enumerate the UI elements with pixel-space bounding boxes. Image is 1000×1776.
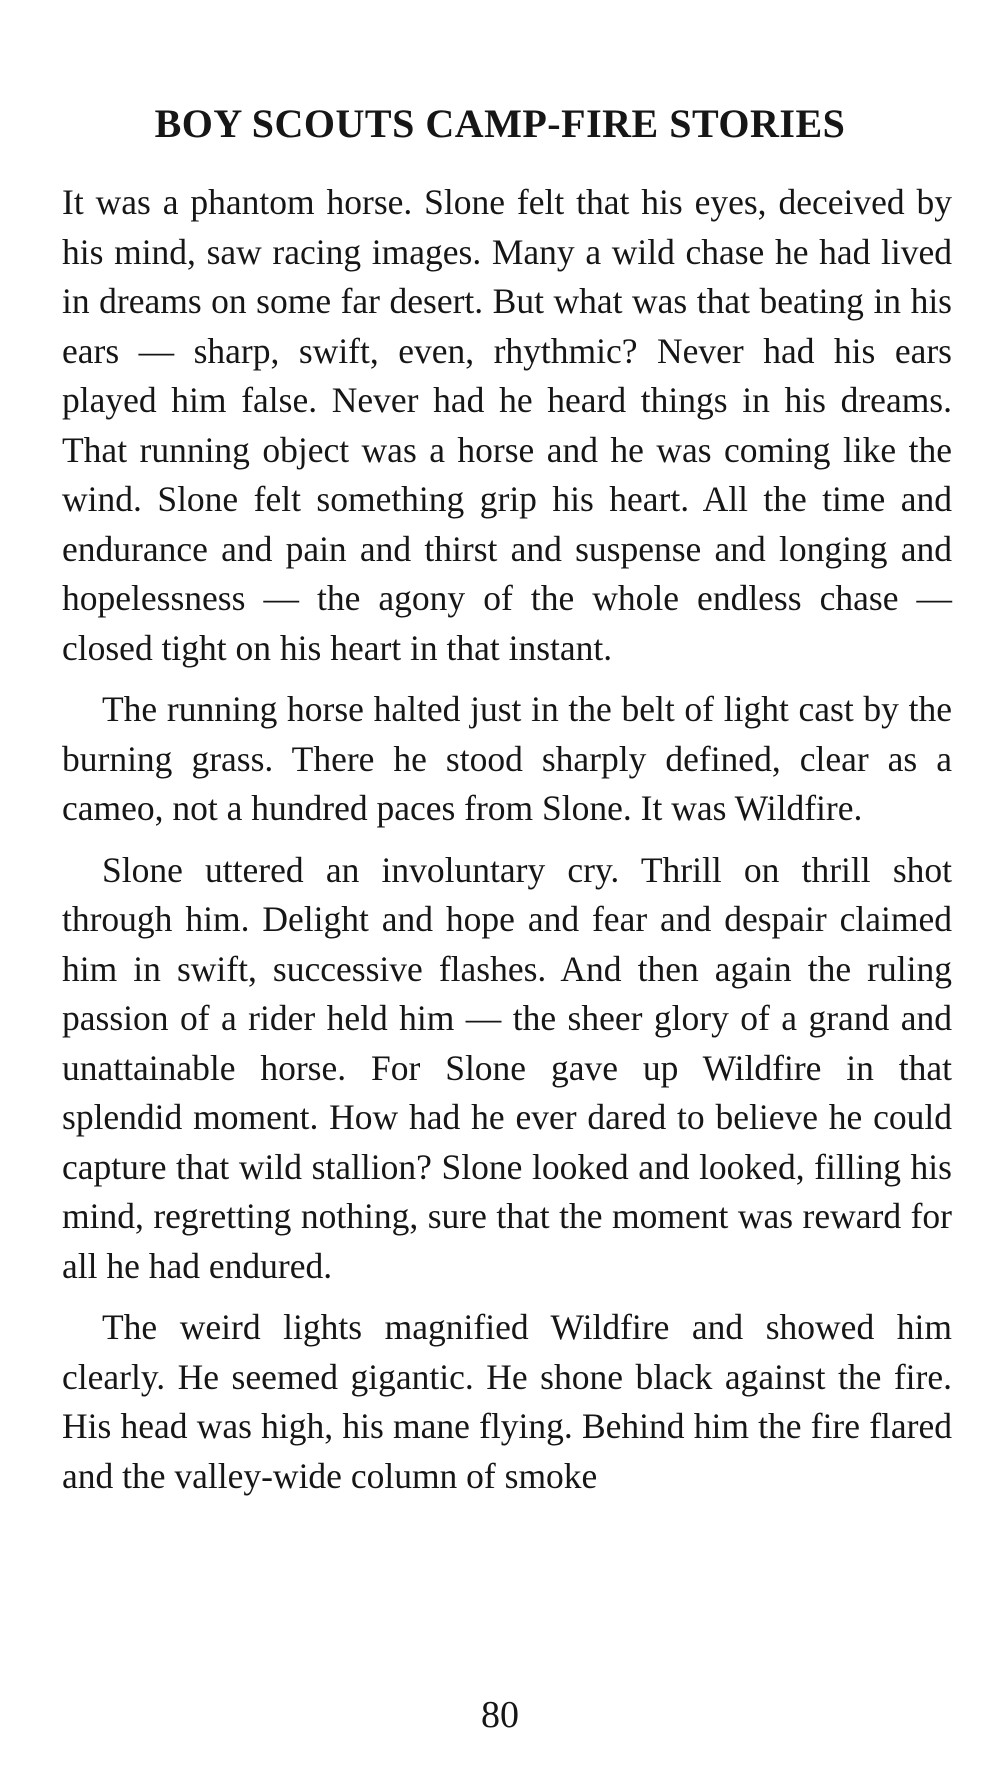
running-head: BOY SCOUTS CAMP-FIRE STORIES bbox=[154, 101, 846, 146]
paragraph-1: It was a phantom horse. Slone felt that his eyes, deceived by his mind, saw racing images. Many a wild chase he had lived in dreams on some far desert. But what was that beating in his ears — sharp, swift, even, rhythmic? Never had his ears played him false. Never had he heard things in his dreams. That running object was a horse and he was coming like the wind. Slone felt something grip his heart. All the time and endurance and pain and thirst and suspense and longing and hopelessness — the agony of the whole endless chase — closed tight on his heart in that instant. bbox=[62, 182, 952, 668]
paragraph-3: Slone uttered an involuntary cry. Thrill on thrill shot through him. Delight and hope and fear and despair claimed him in swift, successive flashes. And then again the ruling passion of a rider held him — the sheer glory of a grand and unattainable horse. For Slone gave up Wildfire in that splendid moment. How had he ever dared to believe he could capture that wild stallion? Slone looked and looked, filling his mind, regretting nothing, sure that the moment was reward for all he had endured. bbox=[62, 849, 952, 1286]
page-body bbox=[62, 178, 952, 1513]
paragraph-4: The weird lights magnified Wildfire and showed him clearly. He seemed gigantic. He shone black against the fire. His head was high, his mane flying. Behind him the fire flared and the valley-wide column of smoke bbox=[62, 1307, 952, 1496]
page-number: 80 bbox=[481, 1694, 519, 1736]
paragraph-2: The running horse halted just in the belt of light cast by the burning grass. There he stood sharply defined, clear as a cameo, not a hundred paces from Slone. It was Wildfire. bbox=[62, 689, 952, 828]
